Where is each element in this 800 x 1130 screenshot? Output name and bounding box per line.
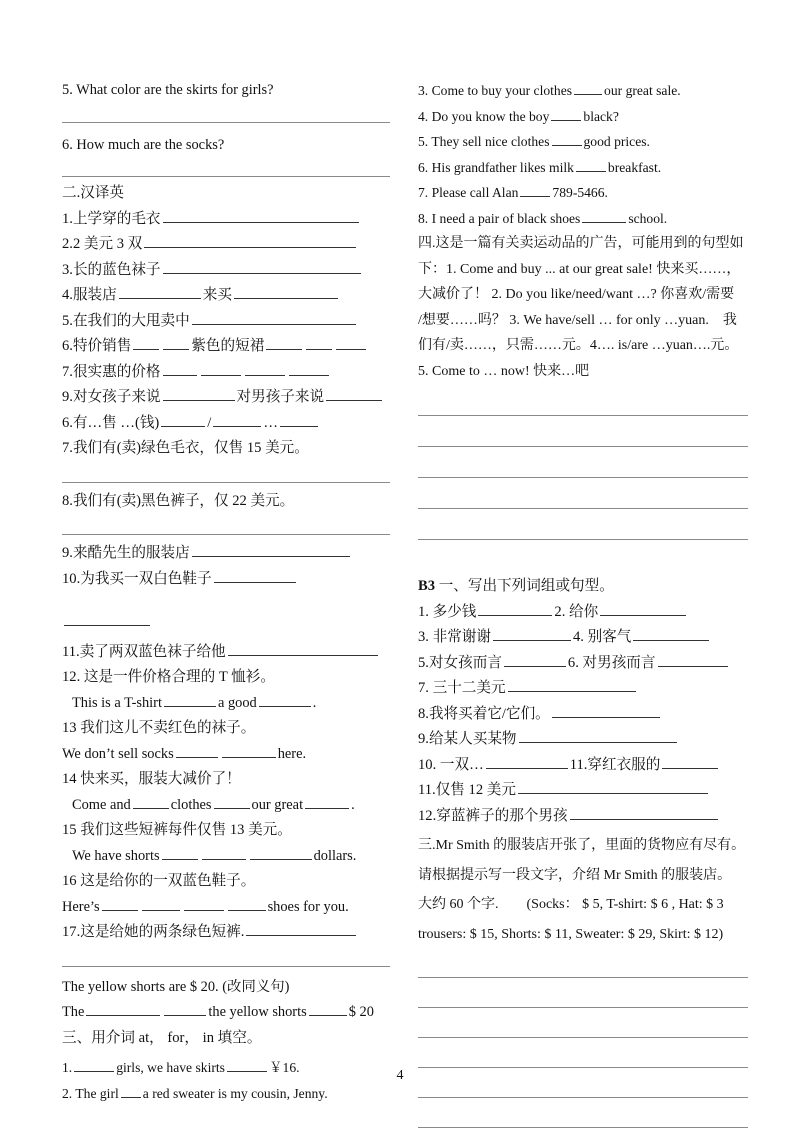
b3-heading (418, 574, 748, 600)
b3-item-5-6 (418, 651, 748, 677)
blank-field[interactable] (658, 652, 728, 666)
blank-field[interactable] (64, 612, 150, 626)
translate-item-14-cn: 14 快来买，服装大减价了！ (62, 771, 241, 787)
sentence-end: . (351, 796, 355, 813)
sentence-part: Come and (72, 796, 131, 813)
translate-item-8: 8.我们有(卖)黑色裤子，仅 22 美元。 (62, 492, 295, 509)
b3-item-1-2 (418, 600, 748, 626)
sentence-part: 5. They sell nice clothes (418, 134, 550, 149)
blank-field[interactable] (142, 896, 180, 910)
prep-item-5 (418, 129, 748, 155)
item-text: 9.来酷先生的服装店 (62, 545, 190, 561)
prep-item-8 (418, 206, 748, 232)
b3-item-7 (418, 676, 748, 702)
item-text-b: 4. 别客气 (572, 629, 632, 645)
blank-field[interactable] (163, 387, 235, 401)
blank-field[interactable] (228, 896, 266, 910)
b3-item-11b (418, 778, 748, 804)
writing-task-line-2: 请根据提示写一段文字，介绍 Mr Smith 的服装店。 (418, 867, 732, 883)
b3-item-3-4 (418, 625, 748, 651)
sentence-part: This is a T-shirt (72, 694, 162, 711)
item-text: 1. 多少钱 (418, 603, 477, 620)
blank-field[interactable] (519, 729, 677, 743)
translate-item-4 (62, 283, 390, 309)
blank-field[interactable] (600, 601, 686, 615)
sentence-part: We have shorts (72, 847, 160, 864)
blank-field[interactable] (133, 336, 159, 350)
translate-item-15-cn: 15 我们这些短裤每件仅售 13 美元。 (62, 822, 292, 838)
sentence-part: girls, we have skirts (116, 1060, 225, 1075)
blank-field[interactable] (164, 692, 216, 706)
blank-field[interactable] (504, 652, 566, 666)
b3-heading-text: 一、写出下列词组或句型。 (438, 578, 614, 594)
blank-field[interactable] (176, 743, 218, 757)
blank-field[interactable] (305, 794, 349, 808)
item-number: 1. (62, 1060, 73, 1075)
blank-field[interactable] (289, 361, 329, 375)
answer-rule[interactable] (418, 977, 748, 1007)
sentence-part-b: our great sale. (604, 83, 681, 98)
sentence-part: 8. I need a pair of black shoes (418, 210, 581, 226)
blank-field[interactable] (245, 361, 285, 375)
sentence-part-c: ￥16. (268, 1060, 300, 1075)
sentence-part-c: our great (251, 796, 304, 813)
blank-field[interactable] (202, 845, 246, 859)
blank-field[interactable] (552, 703, 660, 717)
rewrite-answer (62, 1000, 390, 1026)
blank-field[interactable] (280, 412, 318, 426)
blank-field[interactable] (161, 412, 205, 426)
item-text: 11.卖了两双蓝色袜子给他 (62, 643, 226, 660)
left-column (62, 78, 390, 1106)
item-text: 11.仅售 12 美元 (418, 782, 516, 798)
sentence-part-b: breakfast. (607, 159, 662, 175)
blank-field[interactable] (520, 184, 550, 198)
blank-field[interactable] (234, 285, 338, 299)
answer-rule[interactable] (418, 508, 748, 539)
translate-item-15-en (62, 844, 390, 870)
writing-task-line-1: 三.Mr Smith 的服装店开张了，里面的货物应有尽有。 (418, 838, 746, 853)
section-heading-2: 二.汉译英 (62, 185, 125, 201)
translate-item-6 (62, 334, 390, 360)
item-text: 10. 一双… (418, 756, 484, 773)
prep-item-3 (418, 78, 748, 104)
translate-item-9c (62, 541, 390, 567)
answer-rule[interactable] (418, 1037, 748, 1067)
blank-field[interactable] (163, 336, 189, 350)
blank-field[interactable] (102, 896, 138, 910)
blank-field[interactable] (551, 107, 581, 121)
blank-field[interactable] (214, 568, 296, 582)
prep-item-2 (62, 1081, 390, 1107)
sentence-part-b: shoes for you. (267, 898, 349, 915)
blank-field[interactable] (552, 133, 582, 147)
item-text-b: 6. 对男孩而言 (567, 654, 656, 671)
blank-field[interactable] (213, 412, 261, 426)
item-text: 6.有…售 …(钱) (62, 414, 160, 431)
blank-field[interactable] (259, 692, 311, 706)
blank-field[interactable] (306, 336, 332, 350)
b3-item-10-11 (418, 753, 748, 779)
item-text: 6.特价销售 (62, 338, 132, 354)
item-text: 3. 非常谢谢 (418, 629, 491, 645)
sentence-part-b: a red sweater is my cousin, Jenny. (142, 1085, 328, 1101)
blank-field[interactable] (493, 627, 571, 641)
blank-field[interactable] (326, 387, 382, 401)
item-text-b: 来买 (202, 287, 232, 303)
item-sep: / (207, 414, 212, 431)
item-text-b: 11.穿红衣服的 (569, 756, 661, 773)
item-ellipsis: … (263, 414, 278, 431)
translate-item-14-en (62, 793, 390, 819)
translate-item-5 (62, 309, 390, 335)
b3-item-12 (418, 804, 748, 830)
answer-rule[interactable] (418, 539, 748, 570)
section-4-line-3: 大减价了！ 2. Do you like/need/want …? 你喜欢/需要 (418, 287, 735, 302)
blank-field[interactable] (518, 780, 708, 794)
blank-field[interactable] (633, 627, 709, 641)
blank-field[interactable] (163, 361, 197, 375)
blank-field[interactable] (119, 285, 201, 299)
section-4-line-4: /想要……吗？ 3. We have/sell … for only …yuan. 我 (418, 312, 737, 328)
blank-field[interactable] (266, 336, 302, 350)
b3-item-9 (418, 727, 748, 753)
writing-task-answer-area (418, 947, 748, 1130)
sentence-part: 2. The girl (62, 1085, 119, 1101)
blank-field[interactable] (121, 1084, 141, 1098)
translate-item-12-en (62, 691, 390, 717)
section-4-answer-area (418, 384, 748, 570)
blank-field[interactable] (574, 82, 602, 96)
blank-field[interactable] (582, 209, 626, 223)
section-heading-3: 三、用介词 at， for， in 填空。 (62, 1029, 262, 1046)
blank-field[interactable] (478, 601, 552, 615)
blank-field[interactable] (144, 234, 356, 248)
blank-field[interactable] (662, 754, 718, 768)
answer-rule[interactable] (418, 415, 748, 446)
sentence-part-b: school. (628, 210, 668, 226)
answer-rule[interactable] (418, 1097, 748, 1127)
translate-item-3 (62, 258, 390, 284)
sentence-part: We don’t sell socks (62, 745, 174, 762)
item-text: 17.这是给她的两条绿色短裤. (62, 924, 245, 940)
item-text: 4.服装店 (62, 287, 117, 303)
right-column (418, 78, 748, 1130)
item-text: 9.给某人买某物 (418, 731, 517, 747)
item-text: 7. 三十二美元 (418, 680, 506, 696)
blank-field[interactable] (164, 1002, 206, 1016)
blank-field[interactable] (214, 794, 250, 808)
blank-field[interactable] (228, 641, 378, 655)
prep-item-6 (418, 155, 748, 181)
translate-item-1 (62, 207, 390, 233)
item-text: 5.在我们的大甩卖中 (62, 312, 190, 329)
writing-task-line-3: 大约 60 个字. (Socks： $ 5, T-shirt: $ 6 , Hat: $ 3 (418, 897, 724, 912)
item-text: 7.很实惠的价格 (62, 363, 161, 380)
translate-item-10-continuation (62, 610, 390, 636)
blank-field[interactable] (86, 1002, 160, 1016)
blank-field[interactable] (309, 1002, 347, 1016)
prep-item-7 (418, 180, 748, 206)
prep-item-4 (418, 104, 748, 130)
blank-field[interactable] (246, 922, 356, 936)
b3-label: B3 (418, 578, 436, 594)
item-text: 2.2 美元 3 双 (62, 236, 143, 252)
item-text-b: 紫色的短裙 (191, 338, 265, 354)
answer-rule[interactable] (418, 477, 748, 508)
sentence-end: . (312, 694, 317, 711)
translate-item-10 (62, 567, 390, 593)
item-text-b: 对男孩子来说 (236, 389, 325, 405)
translate-item-9 (62, 385, 390, 411)
blank-field[interactable] (162, 845, 198, 859)
blank-field[interactable] (336, 336, 366, 350)
item-text: 1.上学穿的毛衣 (62, 210, 161, 227)
translate-item-11 (62, 640, 390, 666)
section-4-line-2: 下：1. Come and buy ... at our great sale! 快来买……， (418, 261, 741, 277)
item-text: 8.我将买着它/它们。 (418, 705, 550, 722)
blank-field[interactable] (184, 896, 224, 910)
sentence-part-c: $ 20 (348, 1004, 374, 1020)
item-text: 12.穿蓝裤子的那个男孩 (418, 807, 568, 824)
translate-item-13-cn: 13 我们这儿不卖红色的袜子。 (62, 720, 256, 736)
blank-field[interactable] (163, 259, 361, 273)
sentence-part: 4. Do you know the boy (418, 108, 550, 124)
blank-field[interactable] (201, 361, 241, 375)
b3-item-8 (418, 702, 748, 728)
blank-field[interactable] (508, 678, 636, 692)
item-text-b: 2. 给你 (554, 603, 599, 620)
translate-item-12-cn: 12. 这是一件价格合理的 T 恤衫。 (62, 669, 275, 685)
writing-task-line-4: trousers: $ 15, Shorts: $ 11, Sweater: $ 29, Skirt: $ 12) (418, 926, 724, 942)
item-text: 10.为我买一双白色鞋子 (62, 570, 212, 587)
blank-field[interactable] (250, 845, 312, 859)
section-4-line-5: 们有/卖……，只需……元。4…. is/are …yuan….元。 (418, 338, 739, 353)
section-4-line-6: 5. Come to … now! 快来…吧 (418, 363, 590, 379)
question-6: 6. How much are the socks? (62, 136, 225, 153)
blank-field[interactable] (576, 158, 606, 172)
item-text: 3.长的蓝色袜子 (62, 261, 161, 278)
translate-item-13-en (62, 742, 390, 768)
sentence-part-b: dollars. (313, 847, 357, 864)
sentence-part: 3. Come to buy your clothes (418, 83, 573, 98)
sentence-part-b: 789-5466. (552, 185, 608, 200)
blank-field[interactable] (192, 543, 350, 557)
translate-item-16-cn: 16 这是给你的一双蓝色鞋子。 (62, 873, 256, 889)
blank-field[interactable] (570, 805, 718, 819)
blank-field[interactable] (222, 743, 276, 757)
question-5: 5. What color are the skirts for girls? (62, 82, 274, 98)
translate-item-16-en (62, 895, 390, 921)
translate-item-17 (62, 920, 390, 946)
blank-field[interactable] (486, 754, 568, 768)
section-4-line-1: 四.这是一篇有关卖运动品的广告，可能用到的句型如 (418, 236, 744, 251)
item-text: 9.对女孩子来说 (62, 389, 161, 405)
sentence-part: The (62, 1004, 85, 1020)
sentence-part-b: black? (583, 108, 619, 124)
sentence-part: Here’s (62, 898, 100, 915)
translate-item-2 (62, 232, 390, 258)
answer-rule[interactable] (418, 446, 748, 477)
sentence-part-b: the yellow shorts (208, 1004, 307, 1020)
sentence-part: 7. Please call Alan (418, 185, 519, 200)
sentence-part-b: a good (217, 694, 257, 711)
sentence-part-b: good prices. (583, 134, 650, 149)
page-number: 4 (396, 1068, 404, 1083)
answer-rule[interactable] (418, 1007, 748, 1037)
blank-field[interactable] (133, 794, 169, 808)
rewrite-prompt: The yellow shorts are $ 20. (改同义句) (62, 978, 290, 995)
blank-field[interactable] (192, 310, 356, 324)
sentence-part-b: here. (277, 745, 307, 762)
item-text: 5.对女孩而言 (418, 654, 502, 671)
translate-item-6b (62, 411, 390, 437)
sentence-part-b: clothes (170, 796, 212, 813)
sentence-part: 6. His grandfather likes milk (418, 159, 574, 175)
translate-item-7b: 7.我们有(卖)绿色毛衣，仅售 15 美元。 (62, 440, 309, 456)
blank-field[interactable] (163, 208, 359, 222)
translate-item-7 (62, 360, 390, 386)
